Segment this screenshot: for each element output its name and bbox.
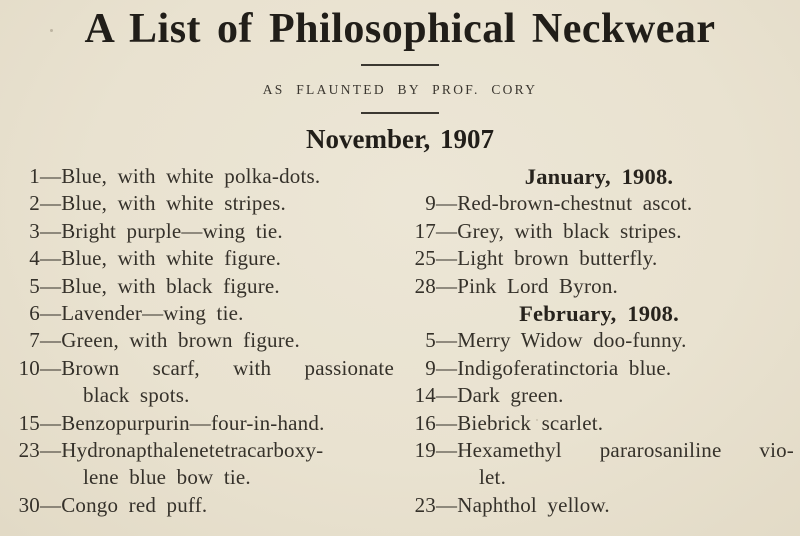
item-number: 16	[414, 410, 436, 435]
item-dash: —	[40, 438, 62, 463]
item-text: Hexamethyl pararosaniline vio-	[457, 438, 794, 463]
month-heading: February, 1908.	[519, 301, 679, 327]
item-text: Blue, with white stripes.	[61, 191, 286, 216]
item-text: Biebrick scarlet.	[457, 410, 604, 435]
list-item-first-line	[404, 190, 794, 217]
item-dash: —	[436, 383, 458, 408]
list-item-first-line	[8, 300, 394, 327]
list-item-first-line	[8, 355, 394, 382]
item-text: Red-brown-chestnut ascot.	[457, 191, 693, 216]
item-number: 1	[29, 164, 40, 188]
list-item-first-line	[404, 218, 794, 245]
item-number: 23	[414, 492, 436, 517]
item-dash: —	[436, 273, 458, 298]
list-item	[8, 190, 394, 217]
item-number: 5	[425, 328, 436, 353]
item-text: Indigoferatinctoria blue.	[457, 355, 672, 380]
item-dash: —	[40, 273, 62, 298]
right-column-jan-feb	[404, 163, 794, 519]
item-dash: —	[436, 246, 458, 271]
list-columns	[8, 163, 794, 519]
list-item	[8, 163, 394, 190]
list-item-first-line	[404, 410, 794, 437]
list-item-first-line	[8, 492, 394, 519]
list-item	[8, 410, 394, 437]
item-number: 2	[29, 191, 40, 216]
item-number: 23	[18, 438, 40, 463]
item-number: 9	[425, 355, 436, 380]
page-subtitle: AS FLAUNTED BY PROF. CORY	[262, 82, 538, 97]
item-text-continued: black spots.	[83, 383, 190, 408]
list-item	[404, 273, 794, 300]
list-item-first-line	[8, 327, 394, 354]
list-item	[8, 245, 394, 272]
list-item	[404, 382, 794, 409]
list-item	[404, 410, 794, 437]
list-item	[8, 327, 394, 354]
item-text: Merry Widow doo-funny.	[457, 328, 687, 353]
item-dash: —	[40, 164, 62, 188]
item-dash: —	[436, 355, 458, 380]
item-text: Blue, with black figure.	[61, 273, 280, 298]
list-item-first-line	[404, 327, 794, 354]
list-item-first-line	[8, 190, 394, 217]
item-text: Brown scarf, with passionate	[61, 355, 394, 380]
item-text-continued: lene blue bow tie.	[83, 465, 251, 490]
item-number: 7	[29, 328, 40, 353]
item-dash: —	[436, 410, 458, 435]
list-item-first-line	[8, 218, 394, 245]
item-number: 6	[29, 301, 40, 326]
list-item	[404, 492, 794, 519]
item-number: 4	[29, 246, 40, 271]
left-column-november	[8, 163, 394, 519]
list-item	[404, 355, 794, 382]
list-item-first-line	[8, 410, 394, 437]
item-dash: —	[40, 492, 62, 517]
item-dash: —	[436, 492, 458, 517]
list-item	[8, 437, 394, 492]
item-number: 30	[18, 492, 40, 517]
item-number: 9	[425, 191, 436, 216]
item-number: 25	[414, 246, 436, 271]
list-item	[404, 437, 794, 492]
list-item	[404, 190, 794, 217]
list-item	[8, 492, 394, 519]
divider-rule-bottom	[361, 112, 439, 114]
season-heading: November, 1907	[306, 124, 494, 154]
item-dash: —	[436, 438, 458, 463]
item-text: Pink Lord Byron.	[457, 273, 618, 298]
item-number: 10	[18, 355, 40, 380]
item-number: 14	[414, 383, 436, 408]
item-number: 3	[29, 218, 40, 243]
item-text: Blue, with white figure.	[61, 246, 282, 271]
list-item	[404, 218, 794, 245]
item-text: Lavender—wing tie.	[61, 301, 244, 326]
list-item-first-line	[404, 382, 794, 409]
list-item-first-line	[404, 355, 794, 382]
item-text: Blue, with white polka-dots.	[61, 164, 321, 188]
list-item	[8, 355, 394, 410]
item-text: Green, with brown figure.	[61, 328, 300, 353]
item-number: 5	[29, 273, 40, 298]
list-item	[8, 273, 394, 300]
list-item-first-line	[404, 492, 794, 519]
item-number: 17	[414, 218, 436, 243]
page-title: A List of Philosophical Neckwear	[84, 6, 716, 52]
item-text: Light brown butterfly.	[457, 246, 658, 271]
list-item	[8, 300, 394, 327]
list-item-first-line	[404, 273, 794, 300]
list-item-first-line	[8, 245, 394, 272]
item-text: Grey, with black stripes.	[457, 218, 682, 243]
list-item-first-line	[404, 437, 794, 464]
item-dash: —	[436, 191, 458, 216]
item-dash: —	[436, 328, 458, 353]
list-item-first-line	[404, 245, 794, 272]
item-dash: —	[40, 301, 62, 326]
list-item	[404, 327, 794, 354]
item-text-continued: let.	[479, 465, 507, 490]
list-item	[8, 218, 394, 245]
item-dash: —	[436, 218, 458, 243]
item-number: 28	[414, 273, 436, 298]
item-text: Hydronapthalenetetracarboxy-	[61, 438, 324, 463]
item-dash: —	[40, 355, 62, 380]
item-dash: —	[40, 218, 62, 243]
list-item	[404, 245, 794, 272]
list-item-first-line	[8, 437, 394, 464]
month-heading: January, 1908.	[524, 164, 674, 189]
item-text: Bright purple—wing tie.	[61, 218, 283, 243]
list-item-first-line	[8, 163, 394, 190]
item-dash: —	[40, 246, 62, 271]
item-text: Benzopurpurin—four-in-hand.	[61, 410, 325, 435]
item-text: Naphthol yellow.	[457, 492, 610, 517]
item-text: Congo red puff.	[61, 492, 208, 517]
item-number: 19	[414, 438, 436, 463]
item-number: 15	[18, 410, 40, 435]
item-text: Dark green.	[457, 383, 564, 408]
item-dash: —	[40, 191, 62, 216]
item-dash: —	[40, 328, 62, 353]
item-dash: —	[40, 410, 62, 435]
divider-rule-top	[361, 64, 439, 66]
list-item-first-line	[8, 273, 394, 300]
